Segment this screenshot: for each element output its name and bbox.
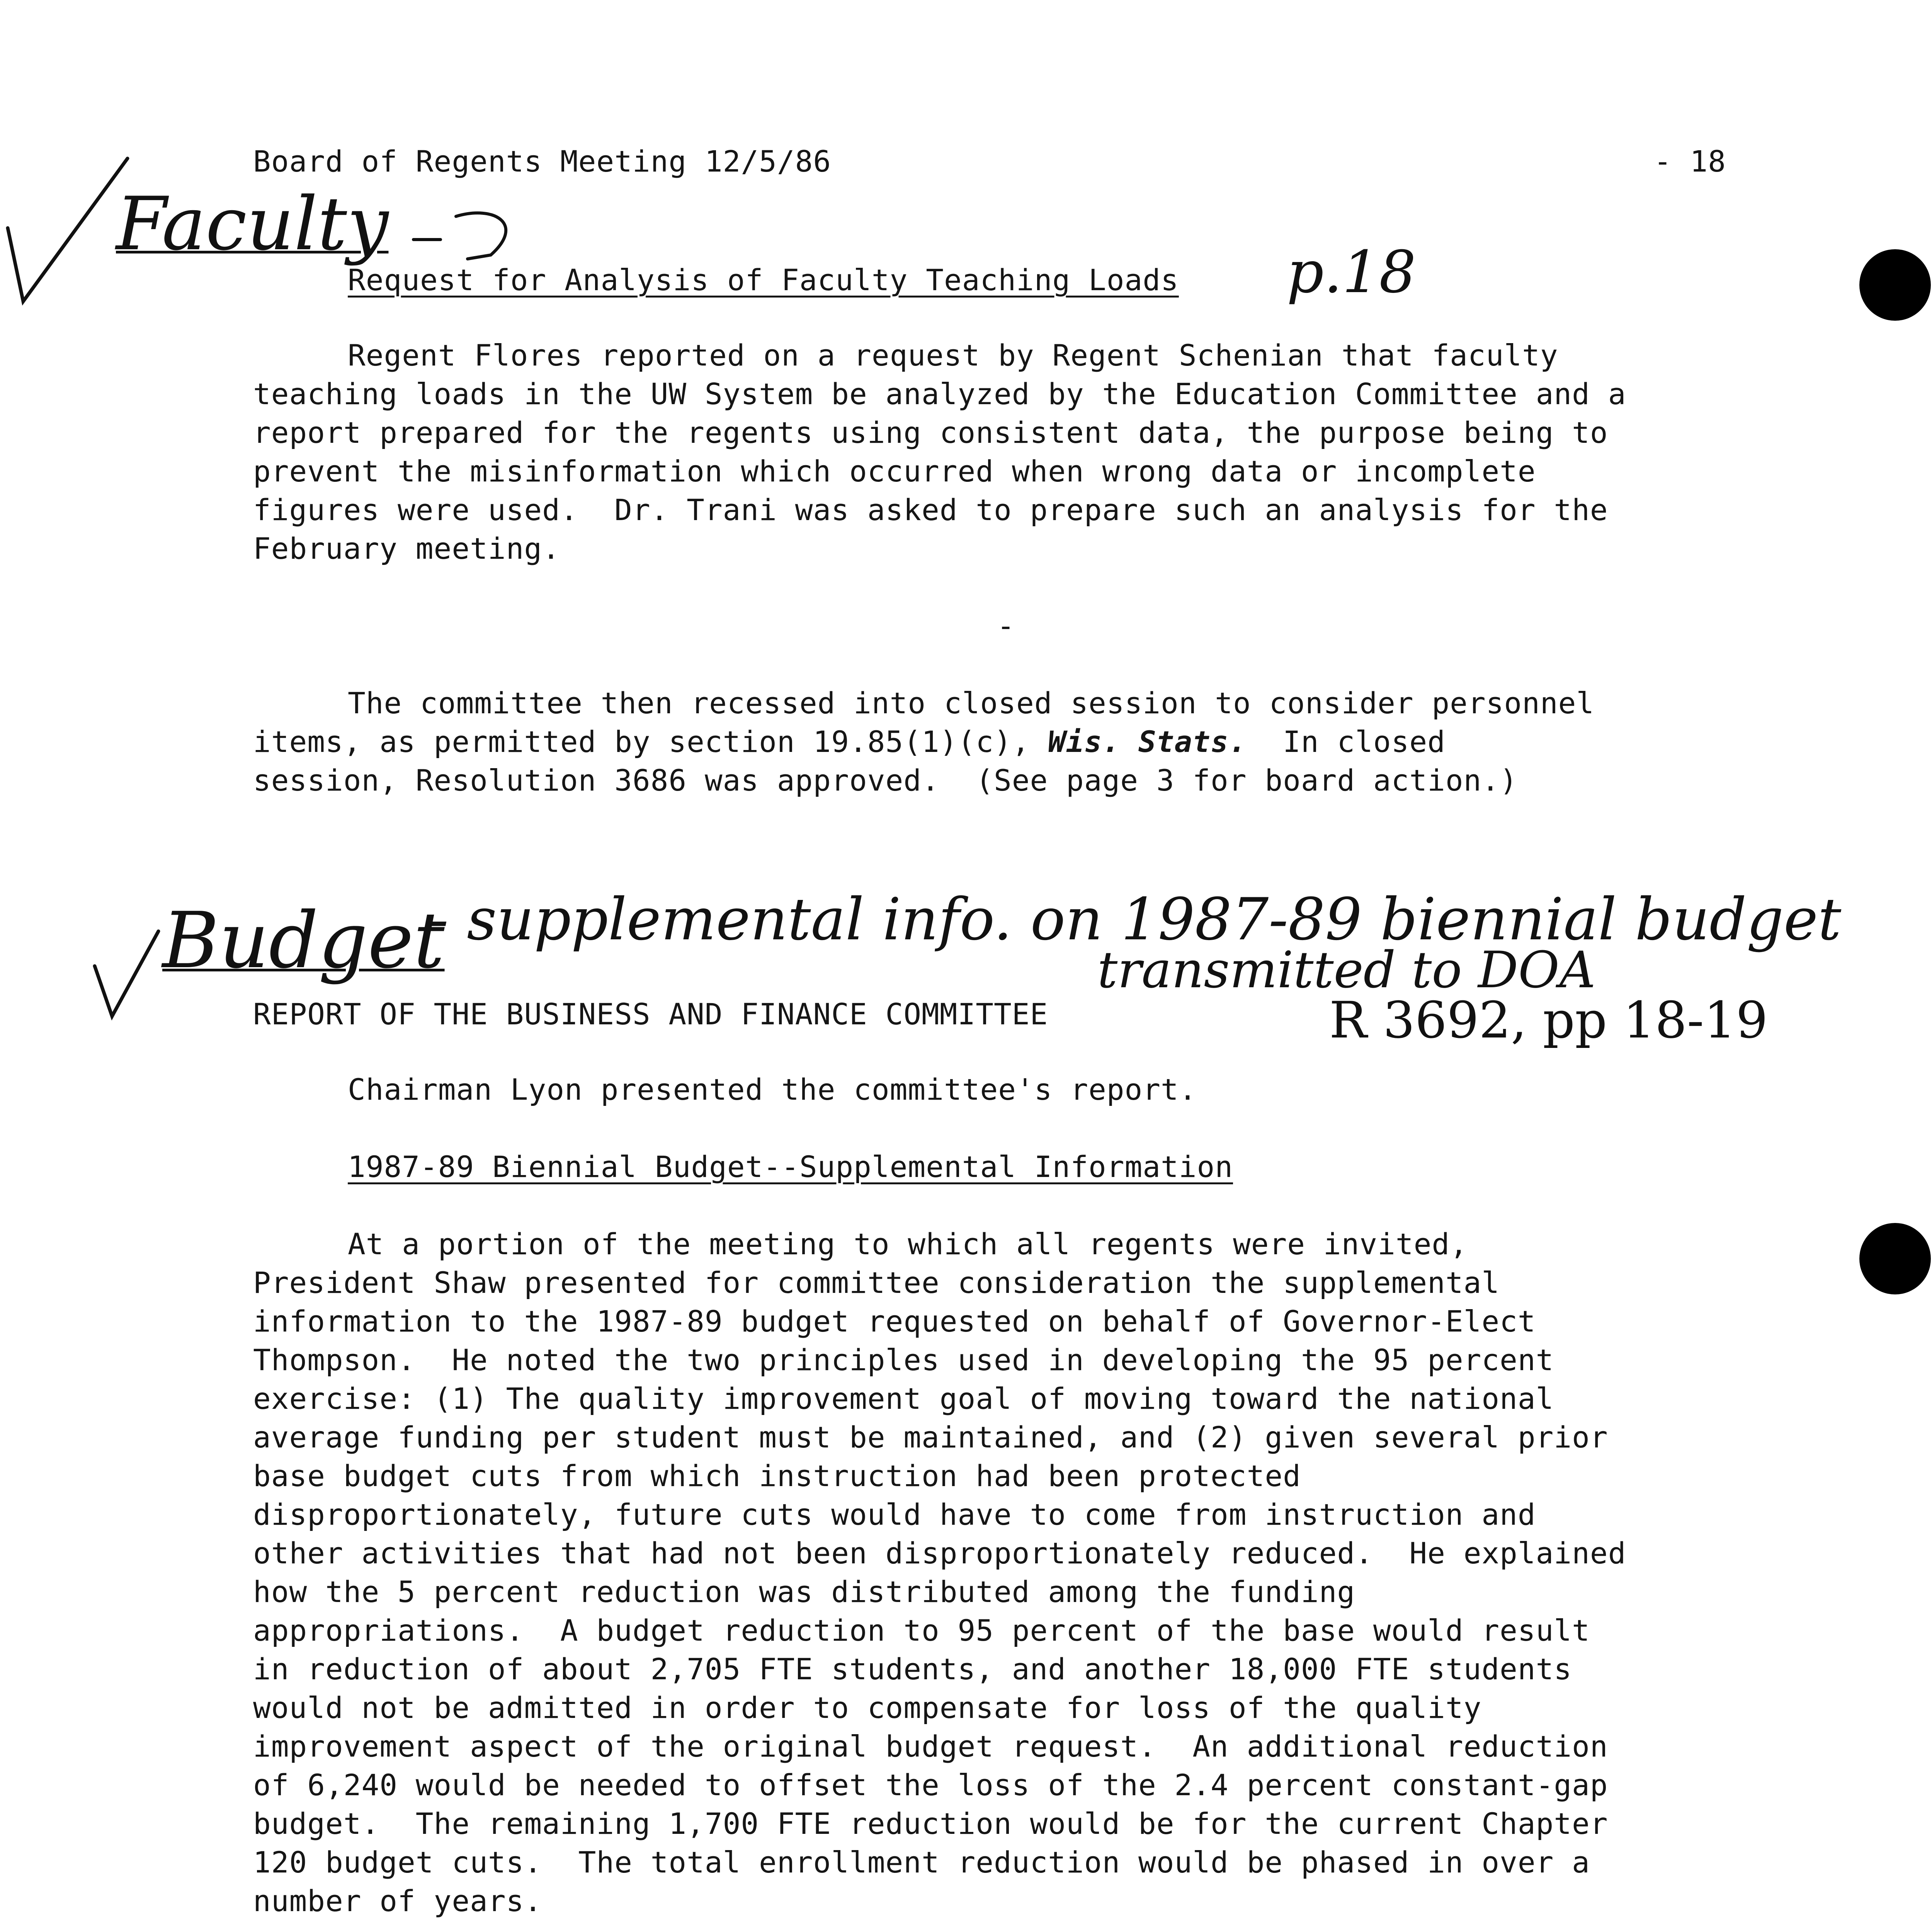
- handwritten-arrow-icon: [410, 201, 526, 267]
- paragraph-line: in reduction of about 2,705 FTE students, and another 18,000 FTE students: [253, 1652, 1572, 1686]
- handwritten-page-ref: p.18: [1287, 239, 1416, 306]
- paragraph-line: teaching loads in the UW System be analyzed by the Education Committee and a: [253, 377, 1626, 411]
- paragraph-line: other activities that had not been disproportionately reduced. He explained: [253, 1536, 1626, 1570]
- paragraph-line: Regent Flores reported on a request by Regent Schenian that faculty: [348, 338, 1558, 372]
- paragraph-line: appropriations. A budget reduction to 95 percent of the base would result: [253, 1613, 1590, 1648]
- meeting-header: Board of Regents Meeting 12/5/86: [253, 144, 832, 179]
- paragraph-line: session, Resolution 3686 was approved. (See page 3 for board action.): [253, 763, 1518, 798]
- paragraph-line: base budget cuts from which instruction had been protected: [253, 1459, 1301, 1493]
- paragraph-line: of 6,240 would be needed to offset the loss of the 2.4 percent constant-gap: [253, 1768, 1608, 1802]
- handwritten-transmitted-note: transmitted to DOA: [1097, 940, 1596, 999]
- handwritten-budget-note: - supplemental info. on 1987-89 biennial budget: [429, 886, 1842, 953]
- paragraph-line: Thompson. He noted the two principles used in developing the 95 percent: [253, 1343, 1554, 1377]
- paragraph-line: improvement aspect of the original budget request. An additional reduction: [253, 1729, 1608, 1764]
- section-title-faculty-loads: Request for Analysis of Faculty Teaching Loads: [348, 263, 1179, 297]
- handwritten-resolution-ref: R 3692, pp 18-19: [1329, 991, 1768, 1049]
- paragraph-line: information to the 1987-89 budget requested on behalf of Governor-Elect: [253, 1304, 1536, 1338]
- paragraph-line: number of years.: [253, 1884, 543, 1918]
- paragraph-line: exercise: (1) The quality improvement goal of moving toward the national: [253, 1381, 1554, 1416]
- budget-paragraph: [253, 1225, 1626, 1920]
- paragraph-line: President Shaw presented for committee consideration the supplemental: [253, 1265, 1500, 1300]
- hole-punch-middle: [1859, 1223, 1931, 1294]
- paragraph-line: report prepared for the regents using consistent data, the purpose being to: [253, 415, 1608, 450]
- paragraph-line: figures were used. Dr. Trani was asked to prepare such an analysis for the: [253, 493, 1608, 527]
- text-segment: In closed: [1247, 724, 1446, 759]
- paragraph-line: average funding per student must be maintained, and (2) given several prior: [253, 1420, 1608, 1454]
- paragraph-line: how the 5 percent reduction was distributed among the funding: [253, 1575, 1355, 1609]
- faculty-loads-paragraph: [253, 336, 1626, 568]
- paragraph-line: budget. The remaining 1,700 FTE reduction would be for the current Chapter: [253, 1806, 1608, 1841]
- statute-reference: Wis. Stats.: [1048, 724, 1247, 759]
- paragraph-line: disproportionately, future cuts would have to come from instruction and: [253, 1497, 1536, 1532]
- subheading-biennial-budget: 1987-89 Biennial Budget--Supplemental Information: [348, 1150, 1233, 1184]
- page-number: - 18: [1654, 144, 1726, 179]
- paragraph-line: The committee then recessed into closed session to consider personnel: [348, 686, 1595, 720]
- paragraph-line: [253, 723, 1594, 761]
- handwritten-budget: Budget: [162, 896, 445, 986]
- separator-dash: -: [997, 609, 1015, 643]
- text-segment: items, as permitted by section 19.85(1)(c),: [253, 724, 1048, 759]
- section-heading-business-finance: REPORT OF THE BUSINESS AND FINANCE COMMITTEE: [253, 997, 1048, 1031]
- handwritten-faculty: Faculty: [116, 181, 389, 267]
- paragraph-line: February meeting.: [253, 531, 560, 566]
- committee-intro: Chairman Lyon presented the committee's report.: [348, 1072, 1197, 1107]
- paragraph-line: At a portion of the meeting to which all regents were invited,: [348, 1227, 1468, 1261]
- closed-session-paragraph: [253, 684, 1594, 800]
- paragraph-line: would not be admitted in order to compensate for loss of the quality: [253, 1690, 1482, 1725]
- paragraph-line: 120 budget cuts. The total enrollment reduction would be phased in over a: [253, 1845, 1590, 1879]
- hole-punch-top: [1859, 249, 1931, 321]
- paragraph-line: prevent the misinformation which occurred when wrong data or incomplete: [253, 454, 1536, 488]
